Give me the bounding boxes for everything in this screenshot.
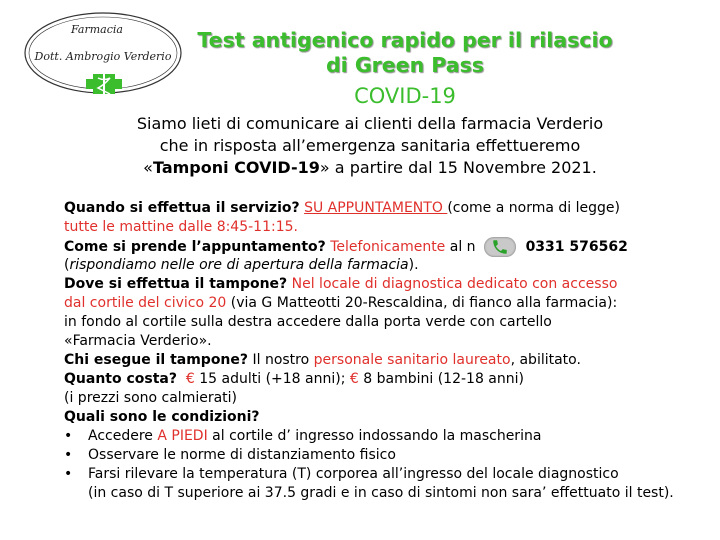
intro-line2: che in risposta all’emergenza sanitaria effettueremo xyxy=(159,136,581,155)
euro-icon: € xyxy=(349,371,359,387)
question-cost: Quanto costa? xyxy=(64,371,177,387)
condition-note: (in caso di T superiore ai 37.5 gradi e in caso di sintomi non sara’ effettuato il test). xyxy=(88,485,674,501)
logo-line1: Farmacia xyxy=(71,23,123,36)
bullet-icon: • xyxy=(64,428,73,444)
question-when: Quando si effettua il servizio? xyxy=(64,200,300,216)
faq-where: Dove si effettua il tampone? Nel locale di diagnostica dedicato con accesso xyxy=(64,276,618,292)
question-where: Dove si effettua il tampone? xyxy=(64,276,288,292)
faq-when-hours: tutte le mattine dalle 8:45-11:15. xyxy=(64,219,298,235)
condition-item: Accedere A PIEDI al cortile d’ ingresso indossando la mascherina xyxy=(88,428,542,444)
intro-line1: Siamo lieti di comunicare ai clienti della farmacia Verderio xyxy=(136,114,604,133)
pharmacy-logo xyxy=(22,8,184,108)
faq-cost-note: (i prezzi sono calmierati) xyxy=(64,390,238,406)
bullet-icon: • xyxy=(64,466,73,482)
euro-icon: € xyxy=(185,371,195,387)
title-line2: di Green Pass xyxy=(325,53,485,77)
logo-line2: Dott. Ambrogio Verderio xyxy=(34,50,172,63)
phone-number[interactable]: 0331 576562 xyxy=(525,239,628,255)
faq-who: Chi esegue il tampone? Il nostro personale sanitario laureato, abilitato. xyxy=(64,352,581,368)
title-covid: COVID-19 xyxy=(354,84,456,108)
question-conditions: Quali sono le condizioni? xyxy=(64,409,260,425)
faq-how-note: (rispondiamo nelle ore di apertura della farmacia). xyxy=(64,257,419,273)
pharmacy-cross-icon xyxy=(86,72,122,100)
intro-line3: «Tamponi COVID-19» a partire dal 15 Novembre 2021. xyxy=(143,158,597,177)
question-who: Chi esegue il tampone? xyxy=(64,352,249,368)
bullet-icon: • xyxy=(64,447,73,463)
condition-item: Osservare le norme di distanziamento fisico xyxy=(88,447,396,463)
phone-icon[interactable] xyxy=(484,237,516,257)
faq-cost: Quanto costa? € 15 adulti (+18 anni); € 8 bambini (12-18 anni) xyxy=(64,371,524,387)
faq-where-line4: «Farmacia Verderio». xyxy=(64,333,212,349)
title-line1: Test antigenico rapido per il rilascio xyxy=(197,28,613,52)
faq-how: Come si prende l’appuntamento? Telefonicamente al n 0331 576562 xyxy=(64,239,628,255)
question-how: Come si prende l’appuntamento? xyxy=(64,239,326,255)
appointment-link[interactable]: SU APPUNTAMENTO xyxy=(304,200,448,216)
faq-where-line2: dal cortile del civico 20 (via G Matteotti 20-Rescaldina, di fianco alla farmacia): xyxy=(64,295,618,311)
condition-item: Farsi rilevare la temperatura (T) corporea all’ingresso del locale diagnostico xyxy=(88,466,619,482)
faq-where-line3: in fondo al cortile sulla destra accedere dalla porta verde con cartello xyxy=(64,314,552,330)
faq-when: Quando si effettua il servizio? SU APPUNTAMENTO (come a norma di legge) xyxy=(64,200,620,216)
